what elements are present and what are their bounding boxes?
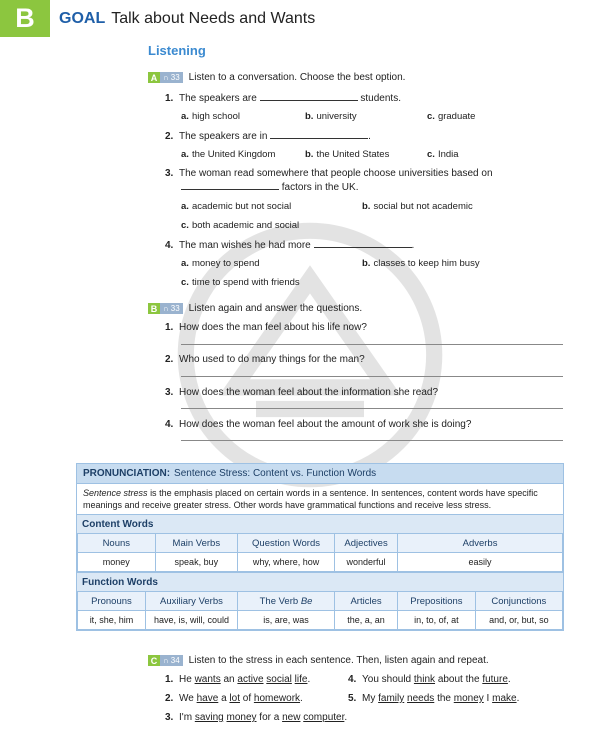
table-header-row [78, 592, 563, 611]
headphones-icon: ∩ [163, 304, 169, 313]
answer-blank[interactable] [260, 92, 358, 101]
page-header [0, 0, 591, 38]
table-cell: in, to, of, at [398, 611, 476, 630]
section-title: Listening [148, 43, 206, 58]
question-3-line-2 [181, 181, 358, 193]
open-question-2: 2. Who used to do many things for the man? [165, 354, 365, 365]
question-text-end: factors in the UK. [281, 182, 359, 193]
instruction-b [148, 303, 362, 314]
answer-line[interactable] [181, 440, 563, 441]
table-header: Auxiliary Verbs [145, 592, 237, 611]
function-words-label: Function Words [77, 572, 563, 591]
table-header: Prepositions [398, 592, 476, 611]
function-words-table [77, 591, 563, 630]
question-number: 2. [165, 131, 174, 142]
question-2 [165, 130, 371, 142]
question-3 [165, 168, 493, 179]
headphones-icon: ∩ [163, 73, 169, 82]
open-question-1: 1. How does the man feel about his life now? [165, 322, 367, 333]
exercise-letter: C [148, 655, 160, 666]
open-question-3: 3. How does the woman feel about the information she read? [165, 387, 439, 398]
question-4 [165, 239, 414, 251]
instruction-text: Listen again and answer the questions. [188, 303, 363, 314]
content-words-label: Content Words [77, 514, 563, 533]
question-text: The speakers are [179, 93, 257, 104]
stress-sentence-3: 3. I'm saving money for a new computer. [165, 712, 348, 723]
goal-keyword: GOAL [59, 10, 106, 27]
instruction-text: Listen to the stress in each sentence. Then, listen again and repeat. [188, 655, 489, 666]
stress-sentence-5: 5. My family needs the money I make. [348, 693, 520, 704]
audio-track[interactable] [160, 303, 183, 314]
table-row [78, 611, 563, 630]
option-c[interactable]: c. time to spend with friends [181, 277, 300, 288]
answer-line[interactable] [181, 376, 563, 377]
track-number: 33 [170, 73, 180, 82]
table-cell: it, she, him [78, 611, 146, 630]
table-cell: the, a, an [335, 611, 398, 630]
exercise-letter: A [148, 72, 160, 83]
audio-track[interactable] [160, 72, 183, 83]
option-b[interactable]: b. classes to keep him busy [362, 258, 480, 269]
table-header: Conjunctions [475, 592, 562, 611]
answer-line[interactable] [181, 408, 563, 409]
option-a[interactable]: a. high school [181, 111, 240, 122]
stress-sentence-2: 2. We have a lot of homework. [165, 693, 303, 704]
table-cell: have, is, will, could [145, 611, 237, 630]
question-text-end: . [368, 131, 371, 142]
answer-line[interactable] [181, 344, 563, 345]
exercise-letter: B [148, 303, 160, 314]
table-cell: is, are, was [238, 611, 335, 630]
stress-sentence-1: 1. He wants an active social life. [165, 674, 311, 685]
table-cell: speak, buy [155, 553, 237, 572]
table-header: Nouns [78, 534, 156, 553]
pronunciation-box [76, 463, 564, 631]
audio-track[interactable] [160, 655, 183, 666]
table-header: The Verb Be [238, 592, 335, 611]
table-header: Articles [335, 592, 398, 611]
table-header: Question Words [238, 534, 335, 553]
question-text: The speakers are in [179, 131, 268, 142]
answer-blank[interactable] [270, 130, 368, 139]
question-text: The woman read somewhere that people choose universities based on [179, 168, 493, 179]
option-a[interactable]: a. the United Kingdom [181, 149, 276, 160]
section-badge: B [0, 0, 50, 37]
content-words-table [77, 533, 563, 572]
table-cell: wonderful [335, 553, 398, 572]
track-number: 34 [170, 656, 180, 665]
question-text-end: . [411, 240, 415, 251]
stress-sentence-4: 4. You should think about the future. [348, 674, 511, 685]
option-a[interactable]: a. money to spend [181, 258, 260, 269]
question-number: 1. [165, 93, 174, 104]
instruction-c [148, 655, 489, 666]
table-header: Main Verbs [155, 534, 237, 553]
open-question-4: 4. How does the woman feel about the amount of work she is doing? [165, 419, 472, 430]
question-text: The man wishes he had more [179, 240, 311, 251]
instruction-a [148, 72, 405, 83]
headphones-icon: ∩ [163, 656, 169, 665]
table-cell: why, where, how [238, 553, 335, 572]
table-header: Adjectives [335, 534, 398, 553]
option-b[interactable]: b. the United States [305, 149, 390, 160]
instruction-text: Listen to a conversation. Choose the best option. [188, 72, 406, 83]
table-header: Pronouns [78, 592, 146, 611]
table-header-row [78, 534, 563, 553]
goal-heading [59, 10, 315, 28]
pronunciation-description: Sentence stress is the emphasis placed on certain words in a sentence. In sentences, content words have specific meanings and receive greater stress. Other words have grammatical functions and receive less stress. [77, 483, 563, 514]
table-cell: and, or, but, so [475, 611, 562, 630]
table-row [78, 553, 563, 572]
table-cell: money [78, 553, 156, 572]
goal-text: Talk about Needs and Wants [111, 10, 316, 27]
answer-blank[interactable] [181, 181, 279, 190]
table-cell: easily [398, 553, 563, 572]
question-1 [165, 92, 401, 104]
table-header: Adverbs [398, 534, 563, 553]
answer-blank[interactable] [314, 239, 412, 248]
exercise-tag-b [148, 303, 183, 314]
option-c[interactable]: c. both academic and social [181, 220, 300, 231]
option-a[interactable]: a. academic but not social [181, 201, 292, 212]
exercise-tag-c [148, 655, 183, 666]
option-b[interactable]: b. university [305, 111, 357, 122]
exercise-tag-a [148, 72, 183, 83]
option-c[interactable]: c. India [427, 149, 459, 160]
question-text-end: students. [360, 93, 401, 104]
option-c[interactable]: c. graduate [427, 111, 476, 122]
option-b[interactable]: b. social but not academic [362, 201, 473, 212]
question-number: 3. [165, 168, 174, 179]
track-number: 33 [170, 304, 180, 313]
question-number: 4. [165, 240, 174, 251]
pronunciation-title: PRONUNCIATION: Sentence Stress: Content vs. Function Words [77, 464, 563, 483]
